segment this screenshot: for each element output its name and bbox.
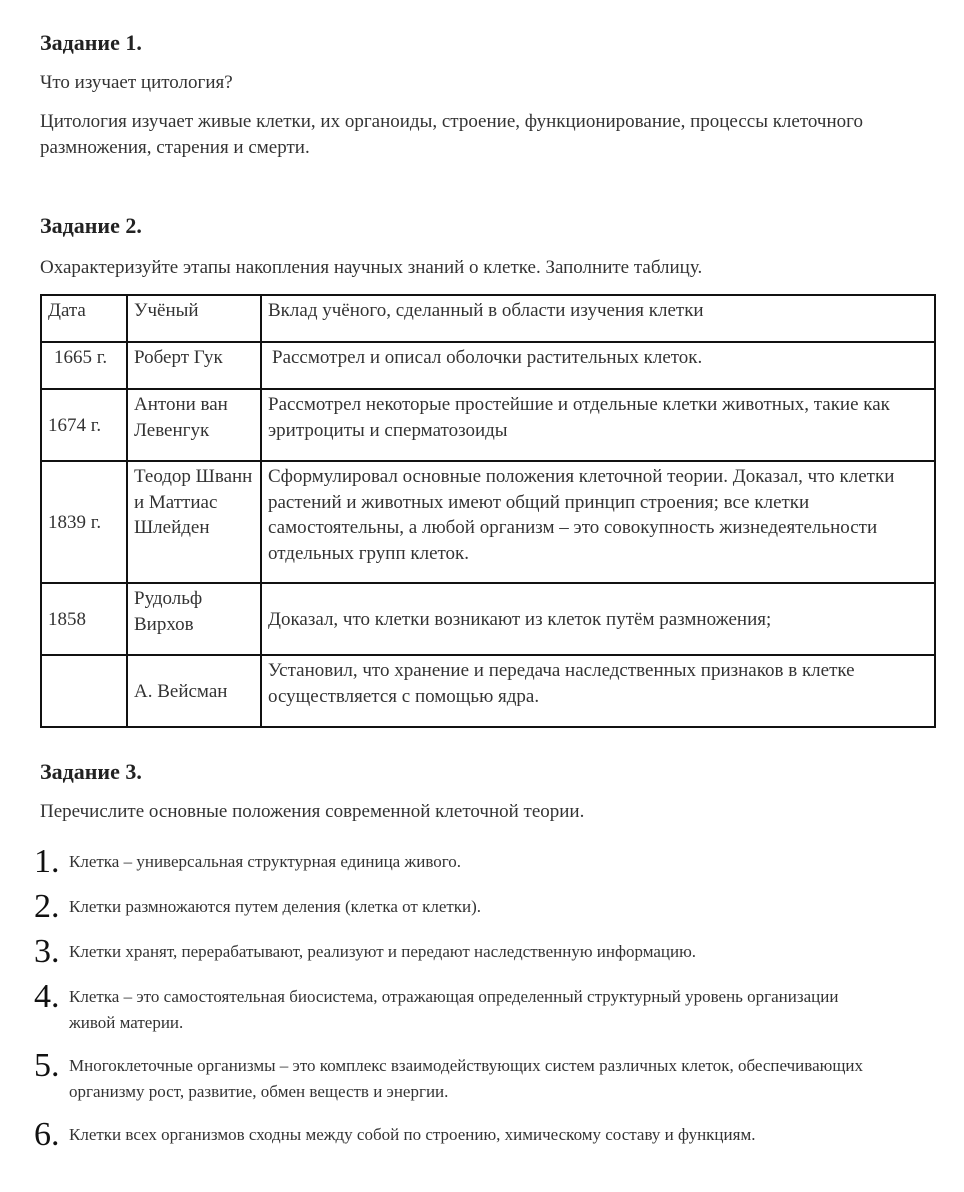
list-item	[34, 935, 934, 969]
row-date: 1858	[41, 583, 127, 655]
row-contribution: Доказал, что клетки возникают из клеток путём размножения;	[261, 583, 935, 655]
list-number: 4.	[34, 978, 60, 1015]
list-text: Клетка – универсальная структурная единица живого.	[69, 852, 462, 871]
row-contribution: Установил, что хранение и передача наследственных признаков в клетке осуществляется с помощью ядра.	[261, 655, 935, 727]
row-date	[41, 655, 127, 727]
task1-heading: Задание 1.	[40, 30, 142, 55]
task2-instruction: Охарактеризуйте этапы накопления научных знаний о клетке. Заполните таблицу.	[40, 257, 703, 278]
table-row	[41, 461, 935, 583]
task1-question: Что изучает цитология?	[40, 72, 233, 93]
list-text: Клетки всех организмов сходны между собой по строению, химическому составу и функциям.	[69, 1125, 756, 1144]
list-text: Клетки хранят, перерабатывают, реализуют и передают наследственную информацию.	[69, 942, 697, 961]
list-text: Клетка – это самостоятельная биосистема, отражающая определенный структурный уровень организации живой материи.	[69, 987, 839, 1032]
task2-heading: Задание 2.	[40, 213, 142, 238]
row-contribution: Рассмотрел и описал оболочки растительных клеток.	[261, 342, 935, 389]
list-item	[34, 890, 934, 924]
row-scientist: Теодор Шванн и Маттиас Шлейден	[127, 461, 261, 583]
header-date: Дата	[41, 295, 127, 342]
row-scientist: Антони ван Левенгук	[127, 389, 261, 461]
row-date: 1839 г.	[41, 461, 127, 583]
table-row	[41, 342, 935, 389]
list-item	[34, 845, 934, 879]
list-item	[34, 1118, 934, 1152]
task3-heading: Задание 3.	[40, 759, 142, 784]
list-number: 1.	[34, 843, 60, 880]
row-contribution: Сформулировал основные положения клеточной теории. Доказал, что клетки растений и животных имеют общий принцип строения; все клетки самостоятельны, а любой организм – это совокупность жизнедеятельности отдельных групп клеток.	[261, 461, 935, 583]
row-scientist: Рудольф Вирхов	[127, 583, 261, 655]
table-header-row	[41, 295, 935, 342]
task1-answer: Цитология изучает живые клетки, их органоиды, строение, функционирование, процессы клеточного размножения, старения и смерти.	[40, 111, 863, 158]
row-contribution: Рассмотрел некоторые простейшие и отдельные клетки животных, такие как эритроциты и сперматозоиды	[261, 389, 935, 461]
list-text: Многоклеточные организмы – это комплекс взаимодействующих систем различных клеток, обеспечивающих организму рост, развитие, обмен веществ и энергии.	[69, 1056, 864, 1101]
table-row	[41, 655, 935, 727]
list-item	[34, 980, 934, 1036]
list-number: 2.	[34, 888, 60, 925]
row-date: 1665 г.	[41, 342, 127, 389]
header-scientist: Учёный	[127, 295, 261, 342]
table-row	[41, 389, 935, 461]
row-scientist: Роберт Гук	[127, 342, 261, 389]
task3-instruction: Перечислите основные положения современной клеточной теории.	[40, 801, 585, 822]
row-scientist: А. Вейсман	[127, 655, 261, 727]
history-table	[40, 294, 936, 728]
list-number: 5.	[34, 1047, 60, 1084]
list-number: 6.	[34, 1116, 60, 1153]
row-date: 1674 г.	[41, 389, 127, 461]
header-contribution: Вклад учёного, сделанный в области изучения клетки	[261, 295, 935, 342]
list-item	[34, 1049, 934, 1105]
list-text: Клетки размножаются путем деления (клетка от клетки).	[69, 897, 482, 916]
list-number: 3.	[34, 933, 60, 970]
table-row	[41, 583, 935, 655]
